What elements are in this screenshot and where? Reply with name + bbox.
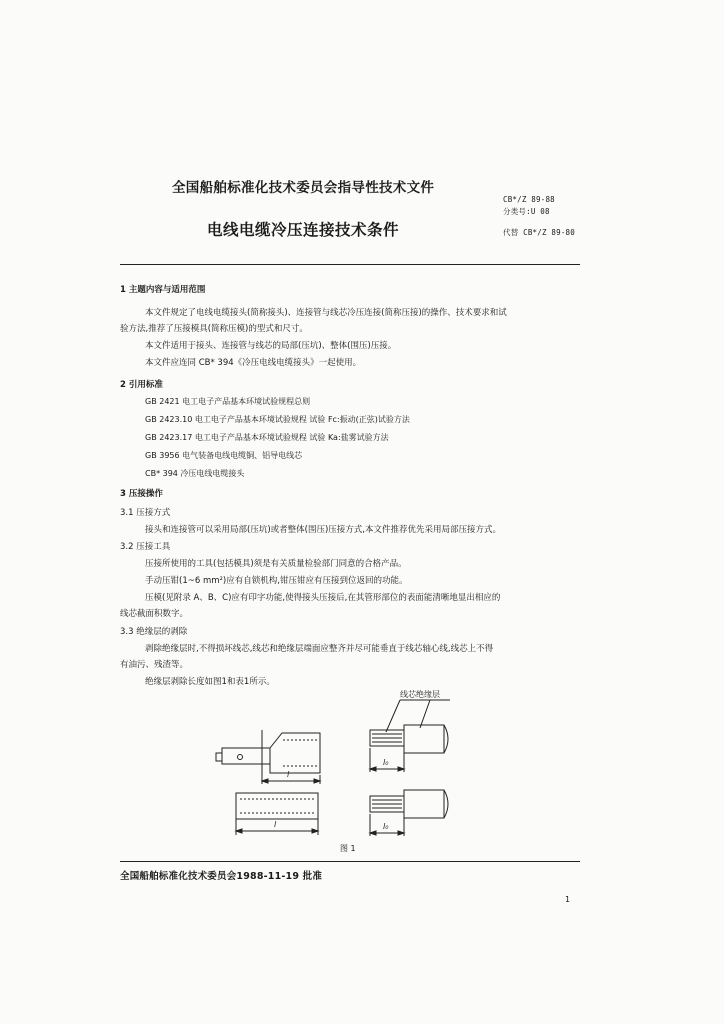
section-2-heading: 2 引用标准 <box>120 380 163 390</box>
section-3-1-heading: 3.1 压接方式 <box>120 508 171 518</box>
reference-standard: CB* 394 冷压电线电缆接头 <box>145 469 245 478</box>
approval-line: 全国船舶标准化技术委员会1988-11-19 批准 <box>120 871 323 882</box>
figure-caption: 图 1 <box>340 844 356 853</box>
dimension-label-l0: l₀ <box>383 822 389 831</box>
replaces-standard: 代替 CB*/Z 89-80 <box>503 228 575 237</box>
section-1-paragraph-2: 本文件适用于接头、连接管与线芯的局部(压坑)、整体(围压)压接。 <box>145 341 397 351</box>
lug-terminal-drawing <box>216 730 320 784</box>
section-1-paragraph-1-line-1: 本文件规定了电线电缆接头(简称接头)、连接管与线芯冷压连接(简称压接)的操作、技术要求和试 <box>145 308 507 318</box>
section-3-2-paragraph-1: 压接所使用的工具(包括模具)须是有关质量检验部门同意的合格产品。 <box>145 559 407 569</box>
reference-standard: GB 2421 电工电子产品基本环境试验规程总则 <box>145 397 311 406</box>
section-1-paragraph-1-line-2: 验方法,推荐了压接模具(简称压模)的型式和尺寸。 <box>120 324 308 334</box>
section-3-heading: 3 压接操作 <box>120 489 163 499</box>
section-3-3-heading: 3.3 绝缘层的剥除 <box>120 627 188 637</box>
page-number: 1 <box>565 895 571 904</box>
section-3-3-paragraph-1-line-1: 剥除绝缘层时,不得损坏线芯,线芯和绝缘层端面应整齐并尽可能垂直于线芯轴心线,线芯上不得 <box>145 644 494 654</box>
section-3-3-paragraph-2: 绝缘层剥除长度如图1和表1所示。 <box>145 677 275 687</box>
figure-callout-label: 线芯绝缘层 <box>400 690 440 699</box>
reference-standard: GB 2423.17 电工电子产品基本环境试验规程 试验 Ka:盐雾试验方法 <box>145 433 389 442</box>
section-3-3-paragraph-1-line-2: 有油污、残渣等。 <box>120 660 189 670</box>
dimension-label-l0: l₀ <box>383 758 389 767</box>
reference-standard: GB 3956 电气装备电线电缆铜、铝导电线芯 <box>145 451 303 460</box>
section-3-2-paragraph-2: 手动压钳(1~6 mm²)应有自锁机构,钳压钳应有压接到位返回的功能。 <box>145 576 408 586</box>
classification-number: 分类号:U 08 <box>503 207 550 216</box>
section-3-1-text: 接头和连接管可以采用局部(压坑)或者整体(围压)压接方式,本文件推荐优先采用局部压接方式。 <box>145 525 501 535</box>
document-title: 电线电缆冷压连接技术条件 <box>207 221 400 239</box>
section-3-2-paragraph-3-line-2: 线芯截面积数字。 <box>120 609 189 619</box>
reference-standard: GB 2423.10 电工电子产品基本环境试验规程 试验 Fc:振动(正弦)试验方法 <box>145 415 410 424</box>
org-title: 全国船舶标准化技术委员会指导性技术文件 <box>172 180 435 196</box>
section-1-heading: 1 主题内容与适用范围 <box>120 285 206 295</box>
dimension-label-l: l <box>287 770 290 779</box>
section-1-paragraph-3: 本文件应连同 CB* 394《冷压电线电缆接头》一起使用。 <box>145 358 362 368</box>
connecting-tube-drawing <box>236 793 318 835</box>
dimension-label-l: l <box>274 820 277 829</box>
stripped-cable-drawing-1 <box>370 700 450 772</box>
section-3-2-heading: 3.2 压接工具 <box>120 542 171 552</box>
section-3-2-paragraph-3-line-1: 压模(见附录 A、B、C)应有印字功能,使得接头压接后,在其管形部位的表面能清晰地显出相应的 <box>145 593 501 603</box>
stripped-cable-drawing-2 <box>370 790 448 836</box>
footer-divider <box>120 861 580 862</box>
standard-number: CB*/Z 89-88 <box>503 195 555 204</box>
